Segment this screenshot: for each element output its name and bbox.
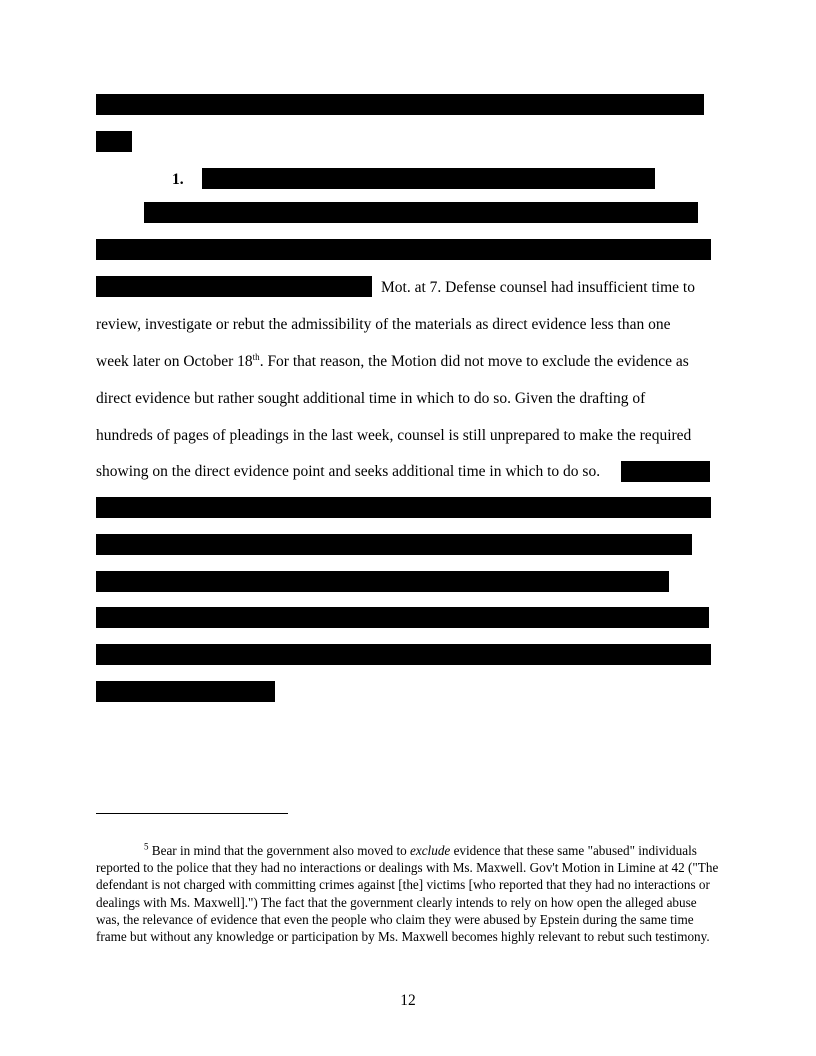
redaction-block <box>96 571 669 592</box>
redaction-block <box>96 497 711 518</box>
redaction-block <box>96 644 711 665</box>
footnote-separator <box>96 813 288 814</box>
footnote-emphasis: exclude <box>410 843 451 858</box>
redaction-block <box>144 202 698 223</box>
redaction-block <box>96 131 132 152</box>
footnote <box>96 842 721 945</box>
footnote-text: evidence that these same "abused" individuals reported to the police that they had no interactions or dealings with Ms. Maxwell. Gov't Motion in Limine at 42 ("The defendant is not charged with committing crimes against [the] victims [who reported that they had no interactions or dealings with Ms. Maxwell].") The fact that the government clearly intends to rely on how open the alleged abuse was, the relevance of evidence that even the people who claim they were abused by Epstein during the same time frame but without any knowledge or participation by Ms. Maxwell becomes highly relevant to rebut such testimony. <box>96 843 719 945</box>
body-line: hundreds of pages of pleadings in the last week, counsel is still unprepared to make the required <box>96 427 692 444</box>
redaction-block <box>96 607 709 628</box>
redaction-block <box>96 534 692 555</box>
body-line: Mot. at 7. Defense counsel had insufficient time to <box>381 279 695 296</box>
redaction-block <box>621 461 710 482</box>
ordinal-suffix: th <box>252 351 260 362</box>
body-text: . For that reason, the Motion did not move to exclude the evidence as <box>259 353 689 370</box>
body-line: direct evidence but rather sought additional time in which to do so. Given the drafting of <box>96 390 646 407</box>
body-text: week later on October 18 <box>96 353 253 370</box>
section-number: 1. <box>172 171 184 188</box>
body-line: review, investigate or rebut the admissibility of the materials as direct evidence less than one <box>96 316 671 333</box>
redaction-block <box>96 276 372 297</box>
redaction-block <box>96 239 711 260</box>
body-line: showing on the direct evidence point and seeks additional time in which to do so. <box>96 463 601 480</box>
redaction-block <box>202 168 655 189</box>
redaction-block <box>96 94 704 115</box>
footnote-marker: 5 <box>144 841 149 852</box>
redaction-block <box>96 681 275 702</box>
footnote-text: Bear in mind that the government also moved to <box>148 843 410 858</box>
page-number: 12 <box>400 992 416 1009</box>
body-line <box>96 352 689 372</box>
